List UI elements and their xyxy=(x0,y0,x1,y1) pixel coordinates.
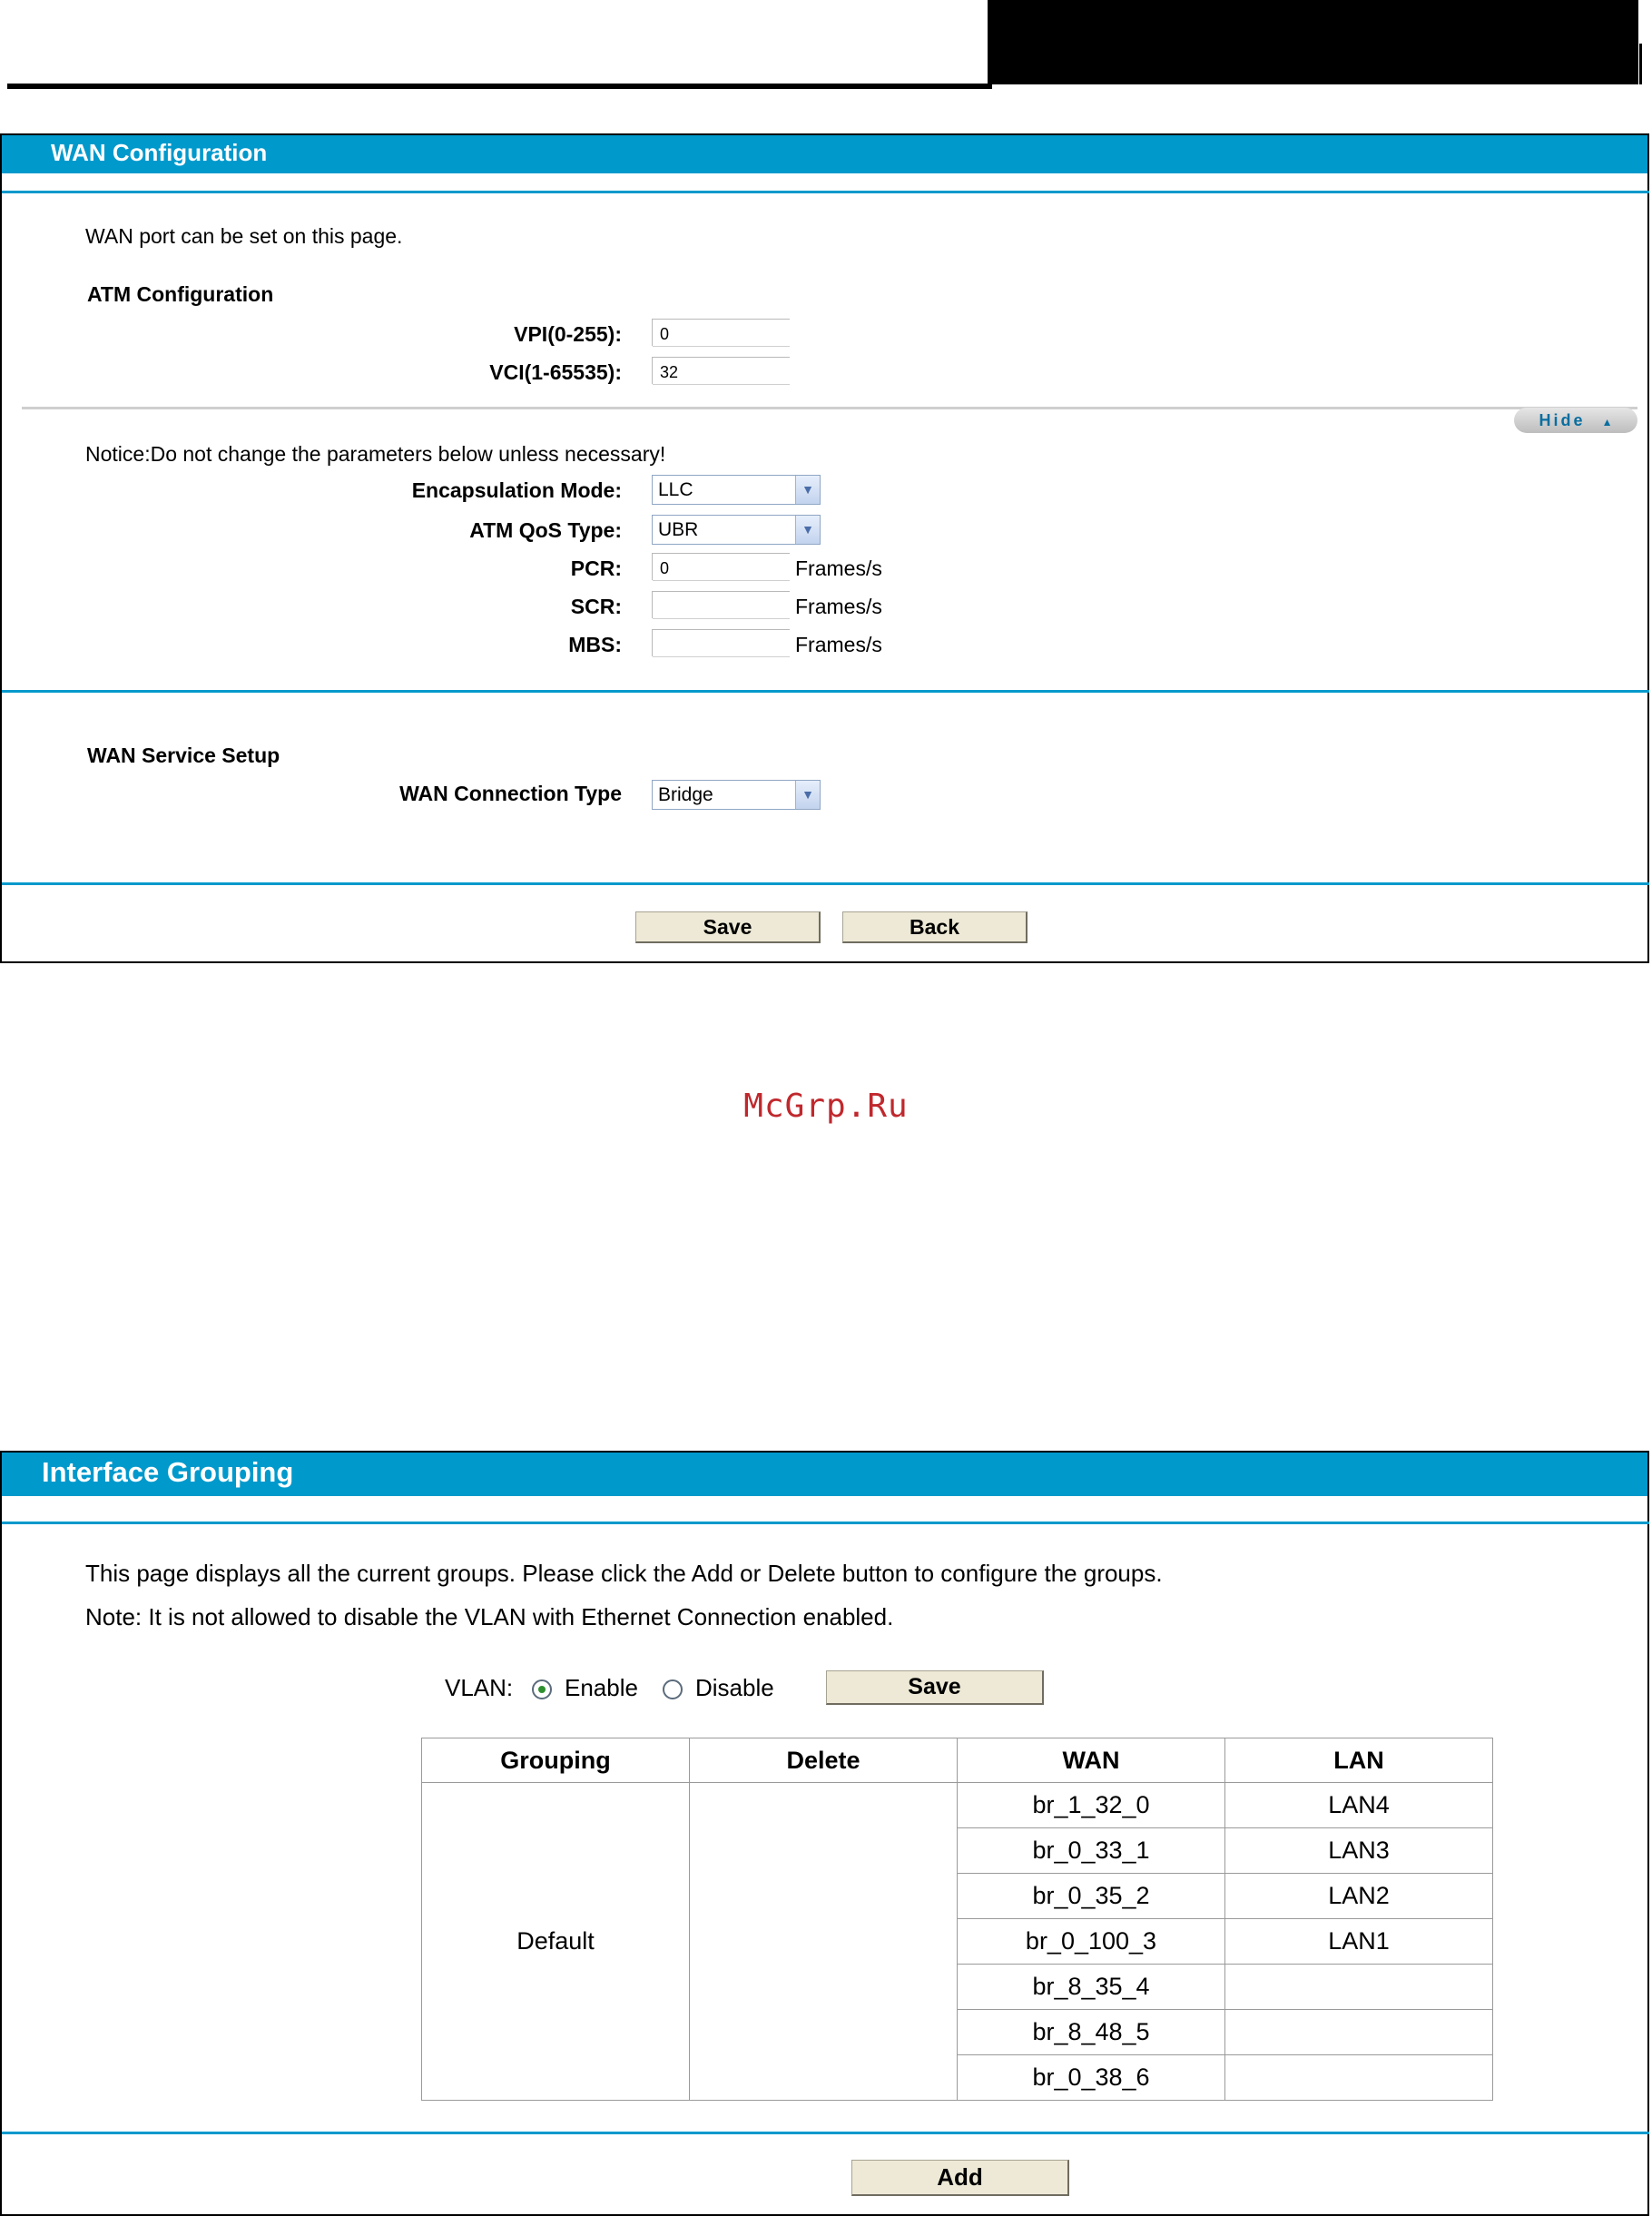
watermark: McGrp.Ru xyxy=(743,1088,909,1125)
header-rule xyxy=(7,84,992,89)
atm-config-heading: ATM Configuration xyxy=(87,282,274,306)
vlan-enable-radio[interactable] xyxy=(532,1679,552,1699)
wan-config-panel xyxy=(0,133,1649,963)
header-black-block xyxy=(988,0,1638,84)
lan-cell: LAN1 xyxy=(1225,1919,1493,1965)
wan-cell: br_0_33_1 xyxy=(958,1828,1225,1874)
vpi-label: VPI(0-255): xyxy=(514,322,622,346)
pcr-unit: Frames/s xyxy=(795,556,882,580)
wan-cell: br_8_35_4 xyxy=(958,1965,1225,2010)
vpi-input[interactable]: 0 xyxy=(652,319,790,346)
delete-cell xyxy=(690,1783,958,2101)
atm-qos-type-label: ATM QoS Type: xyxy=(469,518,622,542)
wan-cell: br_0_100_3 xyxy=(958,1919,1225,1965)
encapsulation-mode-value: LLC xyxy=(658,479,693,500)
interface-grouping-title: Interface Grouping xyxy=(2,1453,1647,1496)
title-divider xyxy=(2,191,1649,193)
vlan-label: VLAN: xyxy=(445,1674,514,1701)
back-button[interactable]: Back xyxy=(842,911,1028,943)
mbs-unit: Frames/s xyxy=(795,633,882,656)
chevron-down-icon: ▼ xyxy=(795,781,820,809)
grouping-note-text: Note: It is not allowed to disable the VLAN with Ethernet Connection enabled. xyxy=(85,1603,894,1630)
wan-service-setup-heading: WAN Service Setup xyxy=(87,744,280,767)
add-button[interactable]: Add xyxy=(851,2160,1069,2196)
scr-label: SCR: xyxy=(570,595,622,618)
wan-cell: br_0_38_6 xyxy=(958,2055,1225,2101)
notice-text: Notice:Do not change the parameters below unless necessary! xyxy=(85,442,666,466)
wan-connection-type-label: WAN Connection Type xyxy=(399,782,622,805)
pcr-label: PCR: xyxy=(570,556,622,580)
footer-divider xyxy=(2,882,1649,885)
hide-label: Hide xyxy=(1539,411,1586,429)
header-edge-mark xyxy=(1639,44,1642,84)
lan-cell: LAN4 xyxy=(1225,1783,1493,1828)
chevron-up-icon: ▲ xyxy=(1601,416,1613,428)
title-divider xyxy=(2,1522,1649,1524)
service-divider xyxy=(2,690,1649,693)
wan-connection-type-select[interactable] xyxy=(652,780,821,810)
wan-connection-type-value: Bridge xyxy=(658,784,713,805)
vlan-disable-radio[interactable] xyxy=(663,1679,683,1699)
group-name-cell: Default xyxy=(422,1783,690,2101)
save-button[interactable]: Save xyxy=(635,911,821,943)
mbs-input[interactable] xyxy=(652,629,790,656)
wan-cell: br_0_35_2 xyxy=(958,1874,1225,1919)
atm-qos-type-value: UBR xyxy=(658,519,699,540)
encapsulation-mode-label: Encapsulation Mode: xyxy=(411,478,622,502)
vci-input[interactable]: 32 xyxy=(652,357,790,384)
column-header: WAN xyxy=(958,1738,1225,1783)
lan-cell xyxy=(1225,2010,1493,2055)
encapsulation-mode-select[interactable] xyxy=(652,475,821,505)
column-header: Grouping xyxy=(422,1738,690,1783)
lan-cell xyxy=(1225,1965,1493,2010)
lan-cell: LAN3 xyxy=(1225,1828,1493,1874)
wan-cell: br_8_48_5 xyxy=(958,2010,1225,2055)
vci-label: VCI(1-65535): xyxy=(489,360,622,384)
footer-divider xyxy=(2,2132,1649,2134)
scr-input[interactable] xyxy=(652,591,790,618)
column-header: Delete xyxy=(690,1738,958,1783)
pcr-input[interactable]: 0 xyxy=(652,553,790,580)
advanced-divider xyxy=(22,407,1637,409)
table-row xyxy=(422,1783,1493,1828)
wan-cell: br_1_32_0 xyxy=(958,1783,1225,1828)
lan-cell xyxy=(1225,2055,1493,2101)
chevron-down-icon: ▼ xyxy=(795,516,820,544)
vlan-save-button[interactable]: Save xyxy=(826,1670,1044,1705)
table-header-row xyxy=(422,1738,1493,1783)
hide-toggle-button[interactable] xyxy=(1514,408,1637,433)
wan-intro-text: WAN port can be set on this page. xyxy=(85,224,403,248)
scr-unit: Frames/s xyxy=(795,595,882,618)
wan-config-title: WAN Configuration xyxy=(2,135,1647,173)
grouping-intro-text: This page displays all the current groups. Please click the Add or Delete button to configure the groups. xyxy=(85,1560,1163,1587)
vlan-disable-label[interactable]: Disable xyxy=(695,1674,774,1701)
grouping-table xyxy=(421,1738,1493,2101)
chevron-down-icon: ▼ xyxy=(795,476,820,504)
mbs-label: MBS: xyxy=(568,633,622,656)
atm-qos-type-select[interactable] xyxy=(652,515,821,545)
vlan-enable-label[interactable]: Enable xyxy=(565,1674,638,1701)
lan-cell: LAN2 xyxy=(1225,1874,1493,1919)
column-header: LAN xyxy=(1225,1738,1493,1783)
